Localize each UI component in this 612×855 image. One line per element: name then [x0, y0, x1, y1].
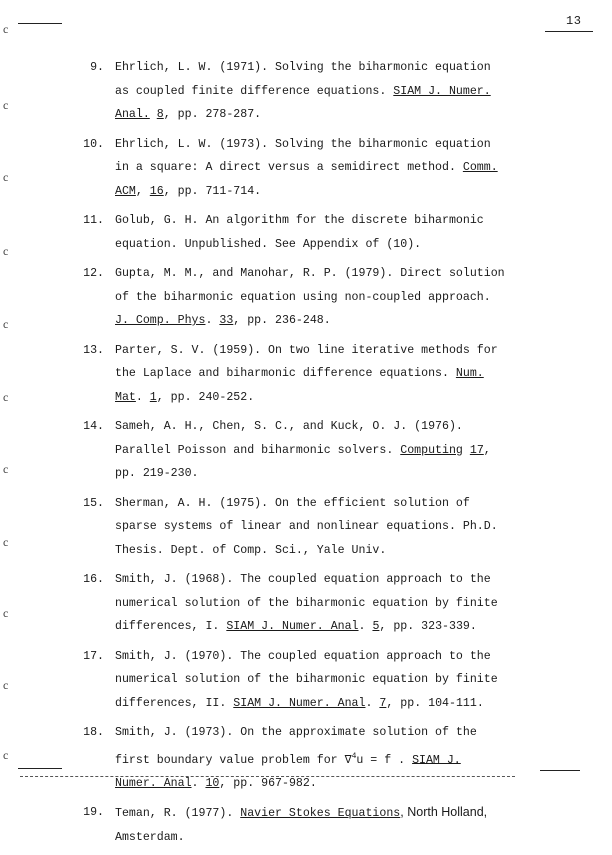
- reference-line: [115, 721, 512, 745]
- reference-text: pp. 219-230.: [115, 467, 199, 480]
- underlined-text: Computing: [400, 443, 463, 457]
- reference-line: [115, 80, 512, 104]
- reference-text: .: [191, 776, 206, 790]
- margin-mark: c: [3, 390, 9, 404]
- reference-item: [72, 133, 512, 204]
- reference-item: [72, 262, 512, 333]
- underlined-text: Navier Stokes Equations: [240, 807, 401, 821]
- underlined-text: Num.: [455, 367, 484, 380]
- reference-text: equation. Unpublished. See Appendix of (10).: [115, 237, 422, 251]
- reference-line: [115, 492, 512, 516]
- reference-number: 11.: [83, 214, 104, 227]
- reference-text: ,: [483, 443, 491, 457]
- underlined-text: 33: [219, 314, 234, 327]
- reference-text: ,: [135, 184, 150, 198]
- reference-number: 14.: [83, 420, 104, 433]
- reference-line: [115, 692, 512, 716]
- reference-item: [72, 56, 512, 127]
- reference-item: [72, 339, 512, 410]
- reference-line: [115, 668, 512, 692]
- reference-line: [115, 592, 512, 616]
- reference-text: .: [135, 390, 150, 404]
- reference-number: 17.: [83, 649, 104, 663]
- margin-mark: c: [3, 748, 9, 762]
- reference-text: , pp. 104-111.: [386, 696, 484, 710]
- reference-text: Amsterdam.: [115, 830, 185, 844]
- reference-number: 9.: [90, 61, 104, 74]
- reference-number: 16.: [83, 573, 104, 586]
- underlined-text: J. Comp. Phys: [115, 314, 206, 327]
- bottom-dashed-rule: [20, 776, 515, 777]
- reference-text: Gupta, M. M., and Manohar, R. P. (1979). Direct solution: [115, 267, 505, 280]
- reference-text: first boundary value problem for ∇: [115, 753, 352, 767]
- reference-item: [72, 645, 512, 716]
- reference-text: Thesis. Dept. of Comp. Sci., Yale Univ.: [115, 543, 387, 557]
- reference-text: the Laplace and biharmonic difference equations.: [115, 367, 456, 380]
- underlined-text: SIAM J.: [412, 753, 461, 767]
- reference-text: differences, I.: [115, 620, 227, 633]
- reference-line: [115, 56, 512, 80]
- underlined-text: Numer. Anal: [115, 776, 192, 790]
- margin-mark: c: [3, 535, 9, 549]
- reference-text: , pp. 236-248.: [233, 314, 331, 327]
- reference-number: 19.: [83, 806, 104, 820]
- underlined-text: 1: [149, 390, 157, 404]
- reference-text: Teman, R. (1977).: [115, 807, 241, 821]
- reference-line: [115, 415, 512, 439]
- reference-list: [72, 56, 512, 855]
- reference-text: , North Holland,: [400, 805, 488, 820]
- underlined-text: 16: [149, 184, 164, 198]
- reference-text: Golub, G. H. An algorithm for the discrete biharmonic: [115, 214, 484, 227]
- reference-text: [150, 108, 157, 121]
- reference-text: Smith, J. (1968). The coupled equation approach to the: [115, 573, 491, 586]
- reference-number: 12.: [83, 267, 104, 280]
- reference-text: u = f .: [356, 753, 413, 767]
- reference-text: , pp. 240-252.: [156, 390, 255, 404]
- reference-text: , pp. 278-287.: [163, 108, 262, 121]
- top-right-rule: [545, 31, 593, 32]
- reference-text: .: [365, 696, 380, 710]
- reference-line: [115, 209, 512, 233]
- reference-text: Sherman, A. H. (1975). On the efficient solution of: [115, 496, 470, 510]
- reference-line: [115, 615, 512, 639]
- reference-text: as coupled finite difference equations.: [115, 84, 394, 98]
- margin-mark: c: [3, 606, 9, 620]
- reference-text: Parter, S. V. (1959). On two line iterative methods for: [115, 343, 498, 357]
- reference-line: [115, 645, 512, 669]
- superscript: 4: [351, 751, 357, 761]
- reference-text: Smith, J. (1970). The coupled equation approach to the: [115, 649, 491, 663]
- reference-line: [115, 568, 512, 592]
- reference-text: in a square: A direct versus a semidirect method.: [115, 161, 463, 174]
- reference-line: [115, 103, 512, 127]
- underlined-text: SIAM J. Numer.: [393, 84, 491, 98]
- underlined-text: 10: [205, 776, 220, 790]
- reference-number: 10.: [83, 137, 104, 151]
- reference-item: [72, 801, 512, 849]
- margin-mark: c: [3, 22, 9, 36]
- reference-text: of the biharmonic equation using non-coupled approach.: [115, 290, 491, 304]
- reference-item: [72, 415, 512, 486]
- reference-text: .: [358, 620, 373, 633]
- reference-line: [115, 233, 512, 257]
- reference-item: [72, 209, 512, 256]
- reference-text: , pp. 967-982.: [219, 776, 317, 790]
- bottom-right-rule: [540, 770, 580, 771]
- bottom-left-rule: [18, 768, 62, 769]
- reference-number: 15.: [83, 496, 104, 510]
- reference-line: [115, 180, 512, 204]
- reference-line: [115, 262, 512, 286]
- reference-text: , pp. 711-714.: [163, 184, 262, 198]
- reference-item: [72, 492, 512, 563]
- margin-mark: c: [3, 244, 9, 258]
- underlined-text: Comm.: [462, 161, 498, 174]
- reference-line: [115, 801, 512, 826]
- reference-line: [115, 826, 512, 850]
- underlined-text: Anal.: [115, 108, 150, 121]
- reference-number: 18.: [83, 726, 104, 739]
- underlined-text: 7: [379, 696, 387, 710]
- underlined-text: 17: [469, 443, 484, 457]
- margin-mark: c: [3, 170, 9, 184]
- page-number: 13: [566, 14, 582, 28]
- reference-text: Ehrlich, L. W. (1971). Solving the biharmonic equation: [115, 61, 491, 74]
- reference-line: [115, 462, 512, 486]
- underlined-text: 5: [372, 620, 380, 633]
- reference-text: differences, II.: [115, 696, 234, 710]
- underlined-text: Mat: [115, 390, 136, 404]
- reference-line: [115, 362, 512, 386]
- margin-mark: c: [3, 317, 9, 331]
- reference-item: [72, 568, 512, 639]
- reference-text: numerical solution of the biharmonic equation by finite: [115, 596, 498, 610]
- reference-line: [115, 515, 512, 539]
- reference-item: [72, 721, 512, 795]
- reference-line: [115, 745, 512, 772]
- reference-line: [115, 539, 512, 563]
- reference-line: [115, 339, 512, 363]
- underlined-text: SIAM J. Numer. Anal: [233, 696, 366, 710]
- reference-text: Smith, J. (1973). On the approximate solution of the: [115, 726, 477, 739]
- reference-text: , pp. 323-339.: [379, 620, 477, 633]
- reference-line: [115, 156, 512, 180]
- reference-text: Parallel Poisson and biharmonic solvers.: [115, 443, 401, 457]
- reference-text: Ehrlich, L. W. (1973). Solving the biharmonic equation: [115, 137, 491, 151]
- margin-mark: c: [3, 678, 9, 692]
- margin-mark: c: [3, 462, 9, 476]
- reference-text: Sameh, A. H., Chen, S. C., and Kuck, O. J. (1976).: [115, 420, 463, 433]
- top-left-rule: [18, 23, 62, 24]
- reference-line: [115, 386, 512, 410]
- reference-text: [463, 444, 470, 457]
- reference-line: [115, 133, 512, 157]
- reference-line: [115, 286, 512, 310]
- underlined-text: SIAM J. Numer. Anal: [226, 620, 359, 633]
- reference-text: sparse systems of linear and nonlinear equations. Ph.D.: [115, 520, 498, 533]
- reference-text: numerical solution of the biharmonic equation by finite: [115, 673, 498, 686]
- underlined-text: ACM: [115, 184, 136, 198]
- reference-number: 13.: [83, 343, 104, 357]
- underlined-text: 8: [156, 108, 164, 121]
- reference-text: .: [205, 314, 220, 327]
- margin-mark: c: [3, 98, 9, 112]
- reference-line: [115, 309, 512, 333]
- reference-line: [115, 439, 512, 463]
